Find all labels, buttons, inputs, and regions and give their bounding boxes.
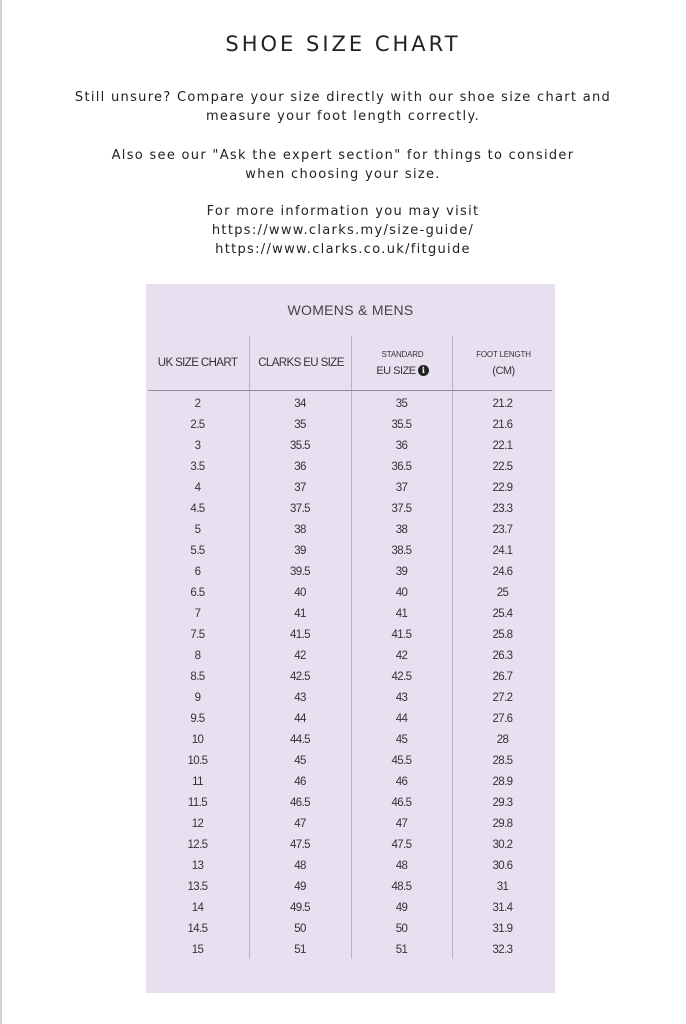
table-row [146, 499, 555, 520]
uk-size-cell: 8.5 [190, 671, 205, 683]
clarks-eu-size-cell: 51 [294, 944, 306, 956]
standard-eu-size-cell: 49 [395, 902, 408, 914]
header-clarks-eu [249, 336, 352, 390]
foot-length-cell: 25.8 [492, 629, 513, 641]
uk-size-cell: 10.5 [187, 755, 208, 767]
clarks-eu-size-cell: 37.5 [290, 503, 310, 515]
table-row [146, 583, 555, 604]
uk-size-cell: 3 [194, 440, 201, 452]
page-title: SHOE SIZE CHART [225, 32, 461, 56]
expert-line: when choosing your size. [245, 167, 441, 182]
standard-eu-size-cell: 42 [395, 650, 408, 662]
foot-length-cell: 22.9 [492, 482, 513, 494]
standard-eu-size-cell: 37.5 [391, 503, 412, 515]
uk-size-cell: 9 [194, 692, 201, 704]
foot-length-cell: 23.3 [492, 503, 513, 515]
header-standard-eu [351, 336, 453, 390]
clarks-eu-size-cell: 40 [294, 587, 306, 599]
clarks-eu-size-cell: 46 [294, 776, 306, 788]
header-uk-size [146, 336, 249, 390]
clarks-eu-size-cell: 42.5 [290, 671, 310, 683]
foot-length-cell: 26.7 [492, 671, 513, 683]
clarks-eu-size-cell: 49.5 [290, 902, 310, 914]
intro-paragraph [0, 88, 686, 126]
uk-size-cell: 8 [194, 650, 201, 662]
standard-eu-size-cell: 41 [395, 608, 408, 620]
header-foot-top: FOOT LENGTH [476, 349, 531, 359]
uk-size-cell: 7 [194, 608, 201, 620]
foot-length-cell: 23.7 [492, 524, 513, 536]
uk-size-cell: 5 [194, 524, 201, 536]
standard-eu-size-cell: 39 [395, 566, 408, 578]
foot-length-cell: 27.6 [492, 713, 513, 725]
standard-eu-size-cell: 50 [395, 923, 408, 935]
size-table [146, 284, 555, 993]
clarks-eu-size-cell: 42 [294, 650, 306, 662]
table-row [146, 415, 555, 436]
table-row [146, 919, 555, 940]
table-row [146, 604, 555, 625]
table-row [146, 709, 555, 730]
clarks-eu-size-cell: 48 [294, 860, 306, 872]
table-row [146, 898, 555, 919]
info-line: For more information you may visit [206, 204, 480, 219]
clarks-eu-size-cell: 39.5 [290, 566, 310, 578]
uk-size-cell: 3.5 [190, 461, 205, 473]
uk-size-cell: 4.5 [190, 503, 205, 515]
foot-length-cell: 25 [496, 587, 509, 599]
table-row [146, 541, 555, 562]
table-row [146, 394, 555, 415]
standard-eu-size-cell: 37 [395, 482, 408, 494]
uk-size-cell: 4 [194, 482, 201, 494]
size-guide-link[interactable]: https://www.clarks.my/size-guide/ [211, 223, 475, 238]
uk-size-cell: 9.5 [190, 713, 205, 725]
standard-eu-size-cell: 42.5 [391, 671, 412, 683]
expert-line: Also see our "Ask the expert section" for things to consider [111, 148, 575, 163]
foot-length-cell: 21.2 [492, 398, 513, 410]
table-row [146, 478, 555, 499]
fitguide-link[interactable]: https://www.clarks.co.uk/fitguide [215, 242, 471, 257]
standard-eu-size-cell: 48 [395, 860, 408, 872]
clarks-eu-size-cell: 36 [294, 461, 306, 473]
header-standard-bottom-wrap [376, 365, 428, 377]
foot-length-cell: 28 [496, 734, 509, 746]
uk-size-cell: 5.5 [190, 545, 205, 557]
foot-length-cell: 21.6 [492, 419, 513, 431]
standard-eu-size-cell: 36.5 [391, 461, 412, 473]
uk-size-cell: 10 [191, 734, 204, 746]
clarks-eu-size-cell: 41.5 [290, 629, 310, 641]
header-clarks-eu-label: CLARKS EU SIZE [258, 357, 344, 369]
foot-length-cell: 29.8 [492, 818, 513, 830]
intro-line: Still unsure? Compare your size directly with our shoe size chart and [74, 90, 612, 105]
standard-eu-size-cell: 36 [395, 440, 408, 452]
header-foot-length [452, 336, 554, 390]
table-row [146, 772, 555, 793]
foot-length-cell: 22.1 [492, 440, 513, 452]
foot-length-cell: 28.5 [492, 755, 513, 767]
clarks-eu-size-cell: 37 [294, 482, 306, 494]
uk-size-cell: 6.5 [190, 587, 205, 599]
standard-eu-size-cell: 43 [395, 692, 408, 704]
clarks-eu-size-cell: 46.5 [290, 797, 310, 809]
uk-size-cell: 13.5 [187, 881, 208, 893]
clarks-eu-size-cell: 47.5 [290, 839, 310, 851]
standard-eu-size-cell: 47.5 [391, 839, 412, 851]
intro-line: measure your foot length correctly. [205, 109, 481, 124]
standard-eu-size-cell: 35.5 [391, 419, 412, 431]
table-row [146, 625, 555, 646]
table-row [146, 793, 555, 814]
foot-length-cell: 28.9 [492, 776, 513, 788]
table-row [146, 562, 555, 583]
standard-eu-size-cell: 46 [395, 776, 408, 788]
uk-size-cell: 14 [191, 902, 204, 914]
table-body [146, 391, 555, 959]
standard-eu-size-cell: 46.5 [391, 797, 412, 809]
foot-length-cell: 22.5 [492, 461, 513, 473]
foot-length-cell: 31 [496, 881, 509, 893]
standard-eu-size-cell: 38 [395, 524, 408, 536]
table-row [146, 730, 555, 751]
standard-eu-size-cell: 41.5 [391, 629, 412, 641]
clarks-eu-size-cell: 35.5 [290, 440, 310, 452]
foot-length-cell: 30.6 [492, 860, 513, 872]
clarks-eu-size-cell: 39 [294, 545, 306, 557]
uk-size-cell: 6 [194, 566, 201, 578]
clarks-eu-size-cell: 35 [294, 419, 306, 431]
uk-size-cell: 12.5 [187, 839, 208, 851]
foot-length-cell: 32.3 [492, 944, 513, 956]
table-row [146, 457, 555, 478]
clarks-eu-size-cell: 44 [294, 713, 306, 725]
uk-size-cell: 11.5 [187, 797, 208, 809]
clarks-eu-size-cell: 34 [294, 398, 306, 410]
header-standard-top: STANDARD [381, 349, 424, 359]
clarks-eu-size-cell: 43 [294, 692, 306, 704]
foot-length-cell: 27.2 [492, 692, 513, 704]
uk-size-cell: 7.5 [190, 629, 205, 641]
header-standard-bottom: EU SIZE [376, 364, 416, 377]
foot-length-cell: 24.1 [492, 545, 513, 557]
clarks-eu-size-cell: 45 [294, 755, 306, 767]
header-uk-label: UK SIZE CHART [157, 357, 238, 369]
info-icon[interactable]: i [418, 365, 429, 376]
table-row [146, 688, 555, 709]
table-title: WOMENS & MENS [287, 302, 414, 318]
table-row [146, 646, 555, 667]
standard-eu-size-cell: 47 [395, 818, 408, 830]
table-header [146, 336, 555, 390]
table-row [146, 751, 555, 772]
table-row [146, 940, 555, 961]
clarks-eu-size-cell: 47 [294, 818, 306, 830]
foot-length-cell: 24.6 [492, 566, 513, 578]
standard-eu-size-cell: 45.5 [391, 755, 412, 767]
uk-size-cell: 12 [191, 818, 204, 830]
standard-eu-size-cell: 35 [395, 398, 408, 410]
uk-size-cell: 13 [191, 860, 204, 872]
table-row [146, 436, 555, 457]
foot-length-cell: 31.9 [492, 923, 513, 935]
clarks-eu-size-cell: 41 [294, 608, 306, 620]
uk-size-cell: 11 [192, 776, 203, 788]
table-row [146, 877, 555, 898]
uk-size-cell: 15 [191, 944, 204, 956]
foot-length-cell: 30.2 [492, 839, 513, 851]
uk-size-cell: 2.5 [190, 419, 205, 431]
foot-length-cell: 26.3 [492, 650, 513, 662]
table-row [146, 856, 555, 877]
clarks-eu-size-cell: 44.5 [290, 734, 310, 746]
uk-size-cell: 14.5 [187, 923, 208, 935]
header-foot-bottom: (CM) [492, 364, 515, 377]
info-paragraph [0, 202, 686, 259]
expert-paragraph [0, 146, 686, 184]
standard-eu-size-cell: 38.5 [391, 545, 412, 557]
standard-eu-size-cell: 44 [395, 713, 408, 725]
table-row [146, 667, 555, 688]
standard-eu-size-cell: 51 [395, 944, 408, 956]
table-row [146, 520, 555, 541]
table-row [146, 835, 555, 856]
standard-eu-size-cell: 40 [395, 587, 408, 599]
foot-length-cell: 31.4 [492, 902, 513, 914]
clarks-eu-size-cell: 50 [294, 923, 306, 935]
foot-length-cell: 25.4 [492, 608, 513, 620]
clarks-eu-size-cell: 38 [294, 524, 306, 536]
table-row [146, 814, 555, 835]
standard-eu-size-cell: 45 [395, 734, 408, 746]
clarks-eu-size-cell: 49 [294, 881, 306, 893]
foot-length-cell: 29.3 [492, 797, 513, 809]
uk-size-cell: 2 [194, 398, 201, 410]
standard-eu-size-cell: 48.5 [391, 881, 412, 893]
